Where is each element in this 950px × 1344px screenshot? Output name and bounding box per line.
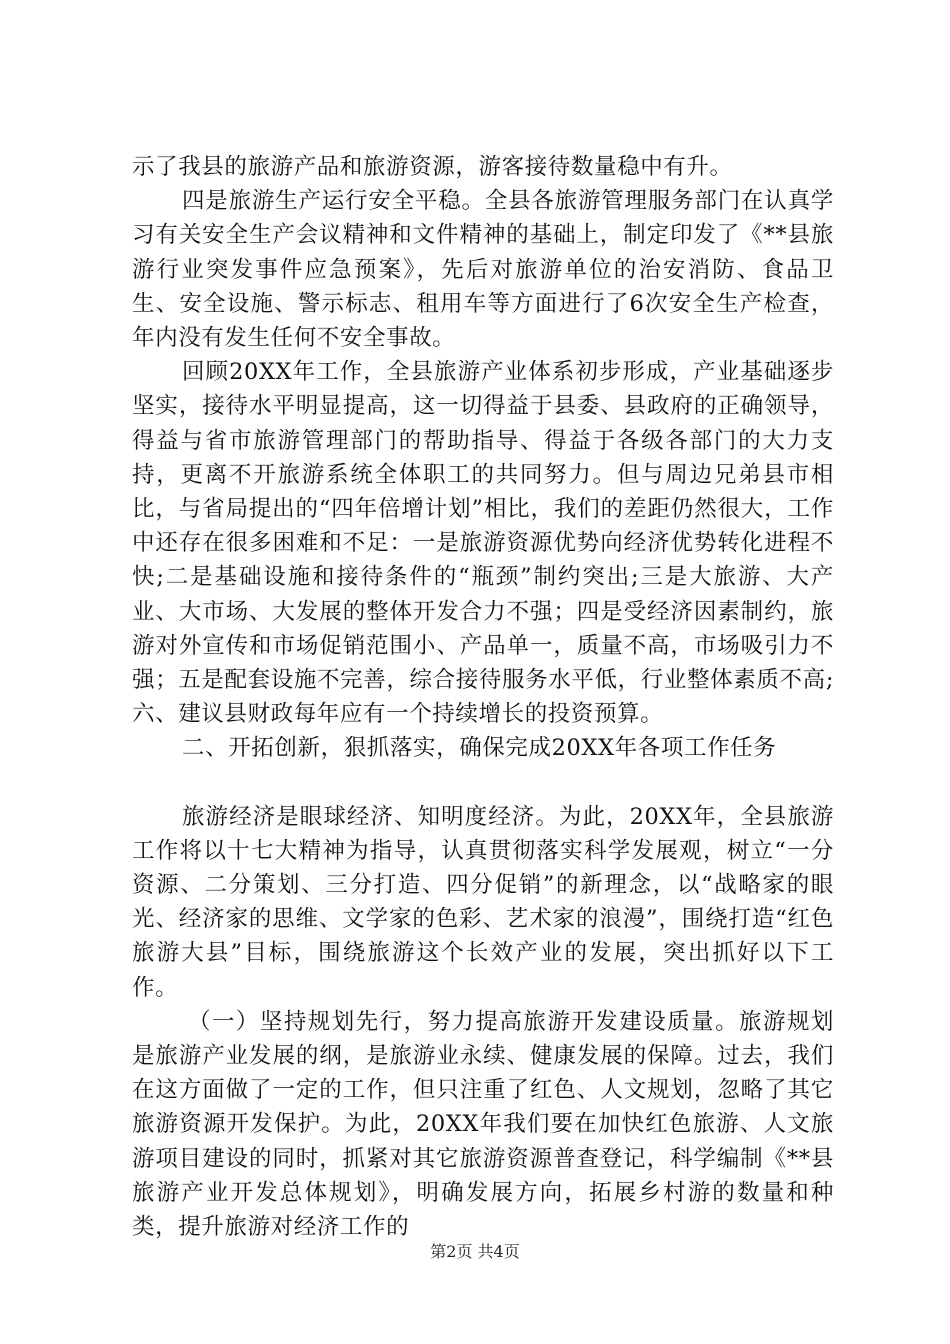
paragraph-safety: 四是旅游生产运行安全平稳。全县各旅游管理服务部门在认真学习有关安全生产会议精神和文件精神的基础上，制定印发了《**县旅游行业突发事件应急预案》，先后对旅游单位的治安消防、食品卫生、安全设施、警示标志、租用车等方面进行了6次安全生产检查，年内没有发生任何不安全事故。 <box>132 188 834 352</box>
paragraph-continuation: 示了我县的旅游产品和旅游资源，游客接待数量稳中有升。 <box>132 154 733 180</box>
section-heading: 二、开拓创新，狠抓落实，确保完成20XX年各项工作任务 <box>182 735 777 762</box>
document-body <box>132 150 834 1244</box>
page-footer: 第2页 共4页 <box>430 1242 520 1261</box>
paragraph-review: 回顾20XX年工作，全县旅游产业体系初步形成，产业基础逐步坚实，接待水平明显提高，这一切得益于县委、县政府的正确领导，得益与省市旅游管理部门的帮助指导、得益于各级各部门的大力支持，更离不开旅游系统全体职工的共同努力。但与周边兄弟县市相比，与省局提出的“四年倍增计划”相比，我们的差距仍然很大，工作中还存在很多困难和不足：一是旅游资源优势向经济优势转化进程不快;二是基础设施和接待条件的“瓶颈”制约突出;三是大旅游、大产业、大市场、大发展的整体开发合力不强；四是受经济因素制约，旅游对外宣传和市场促销范围小、产品单一，质量不高，市场吸引力不强；五是配套设施不完善，综合接待服务水平低，行业整体素质不高;六、建议县财政每年应有一个持续增长的投资预算。 <box>132 359 834 728</box>
paragraph-tourism-economy: 旅游经济是眼球经济、知明度经济。为此，20XX年，全县旅游工作将以十七大精神为指导，认真贯彻落实科学发展观，树立“一分资源、二分策划、三分打造、四分促销”的新理念，以“战略家的眼光、经济家的思维、文学家的色彩、艺术家的浪漫”，围绕打造“红色旅游大县”目标，围绕旅游这个长效产业的发展，突出抓好以下工作。 <box>132 803 834 1001</box>
paragraph-planning: （一）坚持规划先行，努力提高旅游开发建设质量。旅游规划是旅游产业发展的纲，是旅游业永续、健康发展的保障。过去，我们在这方面做了一定的工作，但只注重了红色、人文规划，忽略了其它旅游资源开发保护。为此，20XX年我们要在加快红色旅游、人文旅游项目建设的同时，抓紧对其它旅游资源普查登记，科学编制《**县旅游产业开发总体规划》，明确发展方向，拓展乡村游的数量和种类，提升旅游对经济工作的 <box>132 1008 834 1241</box>
